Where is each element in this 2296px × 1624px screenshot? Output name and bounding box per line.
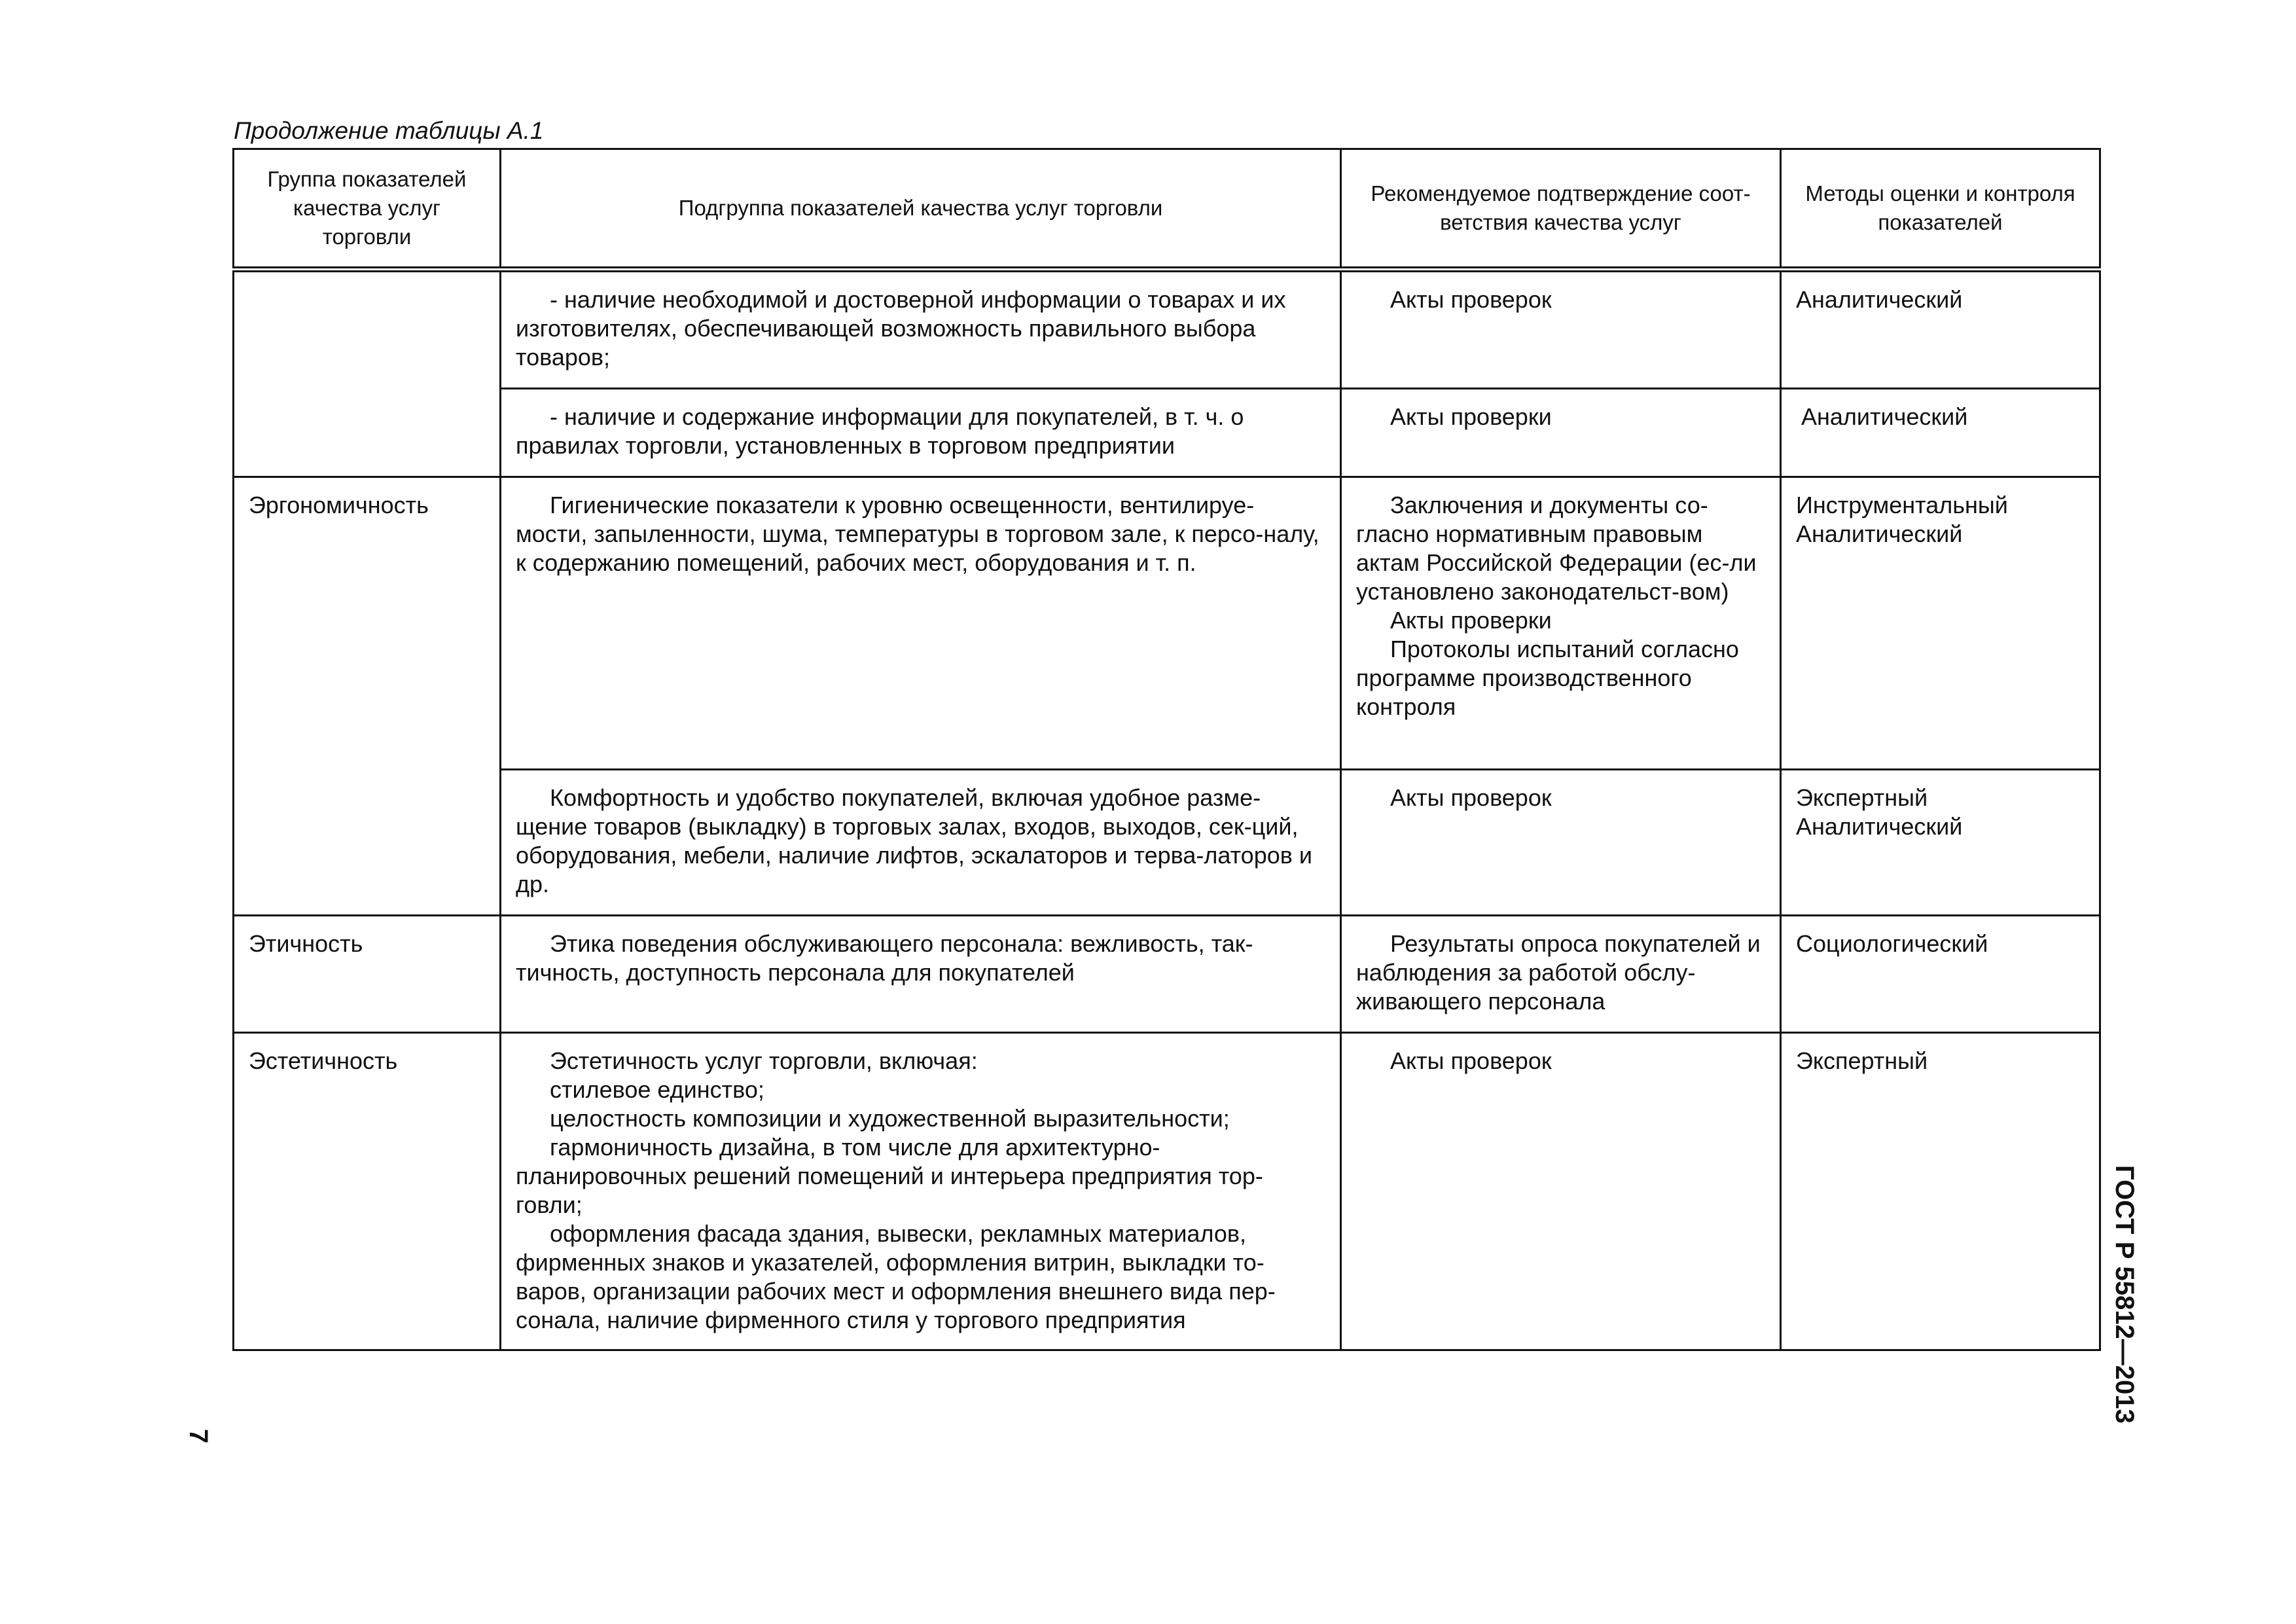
confirmation-text: Заключения и документы со-гласно нормативным правовым актам Российской Федерации (ес-ли установлено законодательст-вом) — [1356, 492, 1757, 605]
header-confirmation: Рекомендуемое подтверждение соот-ветствия качества услуг — [1341, 149, 1781, 270]
table-row — [234, 270, 2100, 389]
confirmation-text: Акты проверки — [1390, 607, 1552, 634]
confirmation-cell — [1341, 1033, 1781, 1350]
subgroup-text: стилевое единство; — [550, 1076, 764, 1103]
subgroup-cell — [501, 1033, 1341, 1350]
confirmation-text: Результаты опроса покупателей и наблюдения за работой обслу-живающего персонала — [1356, 930, 1761, 1015]
table-row — [234, 389, 2100, 477]
method-text: Социологический — [1796, 930, 1988, 957]
subgroup-cell — [501, 916, 1341, 1033]
header-group: Группа показателей качества услуг торговли — [234, 149, 501, 270]
subgroup-cell — [501, 270, 1341, 389]
table-caption: Продолжение таблицы А.1 — [234, 117, 544, 144]
confirmation-cell — [1341, 477, 1781, 770]
table-row — [234, 770, 2100, 916]
subgroup-text: - наличие и содержание информации для покупателей, в т. ч. о правилах торговли, установленных в торговом предприятии — [516, 403, 1244, 459]
subgroup-text: - наличие необходимой и достоверной информации о товарах и их изготовителях, обеспечивающей возможность правильного выбора товаров; — [516, 286, 1286, 370]
page-number: 7 — [184, 1428, 213, 1444]
confirmation-text: Акты проверок — [1390, 784, 1552, 811]
standard-code: ГОСТ Р 55812—2013 — [2110, 1165, 2139, 1424]
subgroup-text: Этика поведения обслуживающего персонала: вежливость, так-тичность, доступность персонала для покупателей — [516, 930, 1253, 986]
confirmation-text: Протоколы испытаний согласно программе производственного контроля — [1356, 636, 1739, 720]
table-row — [234, 1033, 2100, 1350]
subgroup-text: гармоничность дизайна, в том числе для архитектурно-планировочных решений помещений и интерьера предприятия тор-говли; — [516, 1134, 1263, 1218]
subgroup-cell — [501, 389, 1341, 477]
subgroup-text: Комфортность и удобство покупателей, включая удобное разме-щение товаров (выкладку) в торговых залах, входов, выходов, сек-ций, оборудования, мебели, наличие лифтов, эскалаторов и терва-латоров и др. — [516, 784, 1312, 897]
group-text: Эргономичность — [249, 492, 429, 518]
method-text: Экспертный — [1796, 784, 1928, 811]
group-text: Эстетичность — [249, 1047, 398, 1074]
table-row — [234, 916, 2100, 1033]
confirmation-text: Акты проверок — [1390, 1047, 1552, 1074]
group-cell — [234, 270, 501, 477]
header-subgroup: Подгруппа показателей качества услуг торговли — [501, 149, 1341, 270]
group-cell — [234, 1033, 501, 1350]
methods-cell — [1781, 270, 2100, 389]
confirmation-text: Акты проверки — [1390, 403, 1552, 430]
method-text: Экспертный — [1796, 1047, 1928, 1074]
group-cell — [234, 477, 501, 916]
methods-cell — [1781, 770, 2100, 916]
indicators-table — [232, 148, 2101, 1351]
method-text: Аналитический — [1801, 403, 1968, 430]
methods-cell — [1781, 477, 2100, 770]
confirmation-cell — [1341, 270, 1781, 389]
method-text: Аналитический — [1796, 520, 1963, 547]
methods-cell — [1781, 916, 2100, 1033]
header-methods: Методы оценки и контроля показателей — [1781, 149, 2100, 270]
method-text: Аналитический — [1796, 813, 1963, 840]
confirmation-cell — [1341, 770, 1781, 916]
table-header-row — [234, 149, 2100, 270]
confirmation-cell — [1341, 916, 1781, 1033]
subgroup-text: целостность композиции и художественной выразительности; — [550, 1105, 1230, 1132]
subgroup-text: оформления фасада здания, вывески, рекламных материалов, фирменных знаков и указателей, оформления витрин, выкладки то-варов, организации рабочих мест и оформления внешнего вида пер-сонала, наличие фирменного стиля у торгового предприятия — [516, 1220, 1276, 1333]
method-text: Инструментальный — [1796, 492, 2008, 518]
methods-cell — [1781, 389, 2100, 477]
subgroup-cell — [501, 770, 1341, 916]
confirmation-text: Акты проверок — [1390, 286, 1552, 313]
method-text: Аналитический — [1796, 286, 1963, 313]
subgroup-text: Гигиенические показатели к уровню освещенности, вентилируе-мости, запыленности, шума, температуры в торговом зале, к персо-налу, к содержанию помещений, рабочих мест, оборудования и т. п. — [516, 492, 1319, 576]
table-row — [234, 477, 2100, 770]
group-text: Этичность — [249, 930, 363, 957]
group-cell — [234, 916, 501, 1033]
methods-cell — [1781, 1033, 2100, 1350]
confirmation-cell — [1341, 389, 1781, 477]
subgroup-cell — [501, 477, 1341, 770]
subgroup-text: Эстетичность услуг торговли, включая: — [550, 1047, 978, 1074]
